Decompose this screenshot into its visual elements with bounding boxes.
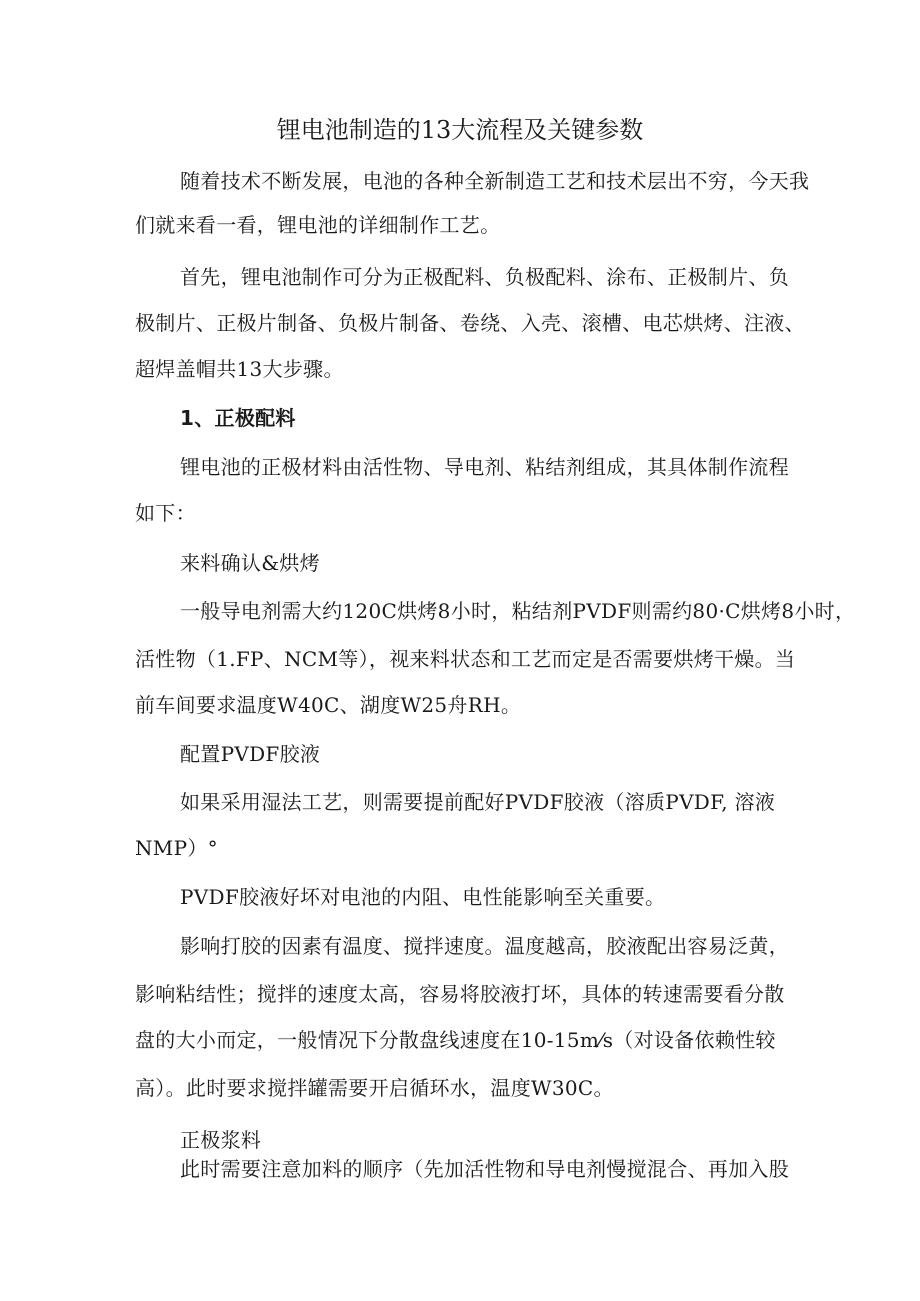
paragraph-line: 随着技术不断发展，电池的各种全新制造工艺和技术层出不穷，今天我 (180, 169, 810, 193)
paragraph-line: 超焊盖帽共13大步骤。 (135, 357, 344, 381)
paragraph-line: 活性物（1.FP、NCM等），视来料状态和工艺而定是否需要烘烤干燥。当 (135, 647, 796, 671)
paragraph-line: 如果采用湿法工艺，则需要提前配好PVDF胶液（溶质PVDF, 溶液 (180, 790, 776, 814)
subheading: 配置PVDF胶液 (180, 742, 321, 766)
paragraph-line: 如下： (135, 501, 196, 525)
paragraph-line: 极制片、正极片制备、负极片制备、卷绕、入壳、滚槽、电芯烘烤、注液、 (135, 311, 805, 335)
paragraph-line: 首先，锂电池制作可分为正极配料、负极配料、涂布、正极制片、负 (180, 265, 789, 289)
section-heading: 1、正极配料 (180, 406, 296, 430)
paragraph-line: 此时需要注意加料的顺序（先加活性物和导电剂慢搅混合、再加入股 (180, 1157, 789, 1181)
paragraph-line: 一般导电剂需大约120C烘烤8小时，粘结剂PVDF则需约80·C烘烤8小时， (180, 599, 856, 623)
paragraph-line: 们就来看一看，锂电池的详细制作工艺。 (135, 213, 501, 237)
subheading: 正极浆料 (180, 1128, 262, 1152)
paragraph-line: 影响打胶的因素有温度、搅拌速度。温度越高，胶液配出容易泛黄， (180, 934, 789, 958)
paragraph-line: PVDF胶液好坏对电池的内阻、电性能影响至关重要。 (180, 885, 666, 909)
subheading: 来料确认&烘烤 (180, 551, 320, 575)
paragraph-line: 盘的大小而定，一般情况下分散盘线速度在10-15m⁄s（对设备依赖性较 (135, 1028, 776, 1052)
document-title: 锂电池制造的13大流程及关键参数 (276, 116, 644, 144)
paragraph-line: 前车间要求温度W40C、湖度W25舟RH。 (135, 693, 522, 717)
paragraph-line: 高）。此时要求搅拌罐需要开启循环水，温度W30C。 (135, 1076, 614, 1100)
paragraph-line: NMP）° (135, 836, 218, 860)
paragraph-line: 影响粘结性；搅拌的速度太高，容易将胶液打坏，具体的转速需要看分散 (135, 982, 785, 1006)
paragraph-line: 锂电池的正极材料由活性物、导电剂、粘结剂组成，其具体制作流程 (180, 455, 789, 479)
